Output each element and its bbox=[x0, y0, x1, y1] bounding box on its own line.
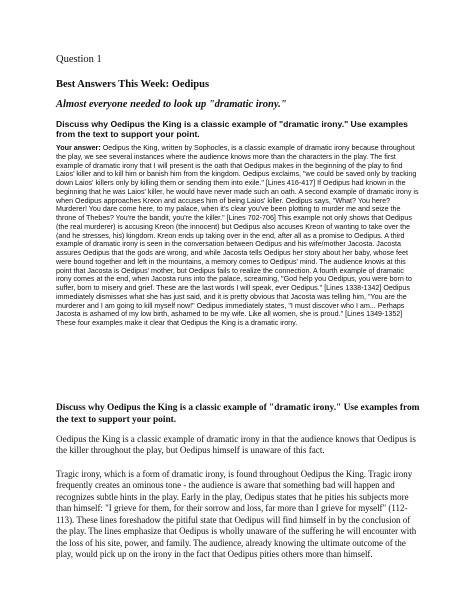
question-label: Question 1 bbox=[56, 54, 102, 65]
page-subheading: Almost everyone needed to look up "dramatic irony." bbox=[56, 99, 287, 110]
section2-paragraph-1: Oedipus the King is a classic example of dramatic irony in that the audience knows that Oedipus is the killer throughout the play, but Oedipus himself is unaware of this fact. bbox=[56, 434, 416, 456]
answer-text: Oedipus the King, written by Sophocles, is a classic example of dramatic irony because throughout the play, we see several instances where the audience knows more than the characters in the play. The first example of dramatic irony that I will present is the oath that Oedipus makes in the beginning of the play to find Laios' killer and to kill him or banish him from the kingdom. Oedipus exclaims, "we could be saved only by tracking down Laios' killers only by killing them or sending them into exile." [Lines 416-417] If Oedipus had known in the beginning that he was Laios' killer, he would have never made such an oath. A second example of dramatic irony is when Oedipus approaches Kreon and accuses him of being Laios' killer. Oedipus says, "What? You here? Murderer! You dare come here, to my palace, when it's clear you've been plotting to murder me and seize the throne of Thebes? You're the bandit, you're the killer." [Lines 702-706] This example not only shows that Oedipus (the real murderer) is accusing Kreon (the innocent) but Oedipus also accuses Kreon of wanting to take over the (and he stresses, his) kingdom. Kreon ends up taking over in the end, after all as a promise to Oedipus. A third example of dramatic irony is seen in the conversation between Oedipus and his wife/mother Jacosta. Jacosta assures Oedipus that the gods are wrong, and while Jacosta tells Oedipus her story about her baby, whose feet were bound together and left in the mountains, a memory comes to Oedipus' mind. The audience knows at this point that Jacosta is Oedipus' mother, but Oedipus fails to realize the connection. A fourth example of dramatic irony comes at the end, when Jacosta runs into the palace, screaming, "God help you Oedipus, you were born to suffer, born to misery and grief. These are the last words I will speak, ever Oedipus." [Lines 1338-1342] Oedipus immediately dismisses what she has just said, and it is pretty obvious that Jacosta was telling him, "You are the murderer and I am going to kill myself now!" Oedipus immediately states, "I must discover who I am... Perhaps Jacosta is ashamed of my low birth, ashamed to be my wife. Like all women, she is proud." [Lines 1349-1352] These four examples make it clear that Oedipus the King is a dramatic irony. bbox=[56, 144, 419, 327]
section1-answer bbox=[56, 144, 420, 328]
section1-question: Discuss why Oedipus the King is a classic example of "dramatic irony." Use examples from the text to support your point. bbox=[56, 119, 408, 140]
section2-question: Discuss why Oedipus the King is a classic example of "dramatic irony." Use examples from the text to support your point. bbox=[56, 403, 420, 425]
answer-label: Your answer: bbox=[56, 144, 101, 152]
section2-paragraph-2: Tragic irony, which is a form of dramatic irony, is found throughout Oedipus the King. Tragic irony frequently creates an ominous tone - the audience is aware that something bad will happen and recognizes subtle hints in the play. Early in the play, Oedipus states that he pities his subjects more than himself: "I grieve for them, for their sorrow and loss, far more than I grieve for myself" (112-113). These lines foreshadow the pitiful state that Oedipus will find himself in by the conclusion of the play. The lines emphasize that Oedipus is wholly unaware of the suffering he will encounter with the loss of his site, power, and family. The audience, already knowing the ultimate outcome of the play, would pick up on the irony in the fact that Oedipus pities others more than himself. bbox=[56, 469, 417, 560]
page-heading: Best Answers This Week: Oedipus bbox=[56, 79, 210, 90]
